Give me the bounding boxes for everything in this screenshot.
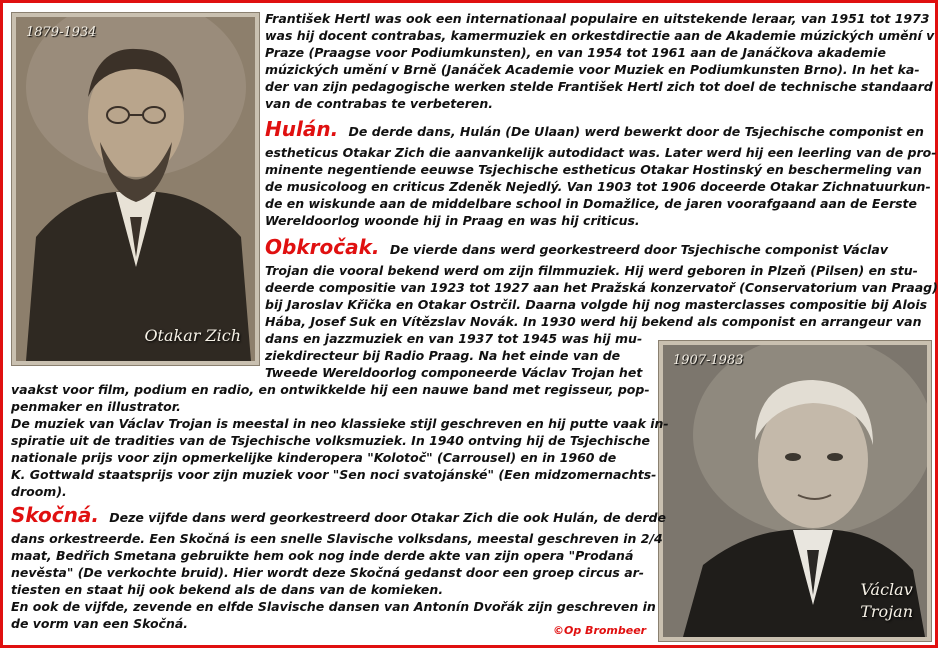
heading-skocna: Skočná. xyxy=(11,503,99,527)
text-run: De vierde dans werd georkestreerd door Tsjechische componist Václav xyxy=(389,242,888,257)
text-line: deerde compositie van 1923 tot 1927 aan het Pražská konzervatoř (Conservatorium van Praag) xyxy=(265,280,938,295)
copyright-notice: ©Op Brombeer xyxy=(553,624,647,637)
text-line xyxy=(11,503,666,530)
text-line: van de contrabas te verbeteren. xyxy=(265,96,494,111)
text-line: nationale prijs voor zijn opmerkelijke kinderopera "Kolotoč" (Carrousel) en in 1960 de xyxy=(11,450,617,465)
text-line: maat, Bedřich Smetana gebruikte hem ook nog inde derde akte van zijn opera "Prodaná xyxy=(11,548,634,563)
text-run: Deze vijfde dans werd georkestreerd door Otakar Zich die ook Hulán, de derde xyxy=(109,510,666,525)
text-line: múzických umění v Brně (Janáček Academie voor Muziek en Podiumkunsten Brno). In het ka- xyxy=(265,62,920,77)
years-zich: 1879-1934 xyxy=(26,25,97,40)
text-line: minente negentiende eeuwse Tsjechische estheticus Otakar Hostinský en beschermeling van xyxy=(265,162,922,177)
text-line: de musicoloog en criticus Zdeněk Nejedlý. Van 1903 tot 1906 doceerde Otakar Zichnatuurkun- xyxy=(265,179,931,194)
text-line: nevěsta" (De verkochte bruid). Hier wordt deze Skočná gedanst door een groep circus ar- xyxy=(11,565,644,580)
text-line: František Hertl was ook een internationaal populaire en uitstekende leraar, van 1951 tot 1973 xyxy=(265,11,930,26)
portrait-otakar-zich xyxy=(12,13,259,365)
text-line: Hába, Josef Suk en Vítězslav Novák. In 1930 werd hij bekend als componist en arrangeur van xyxy=(265,314,922,329)
text-line: Tweede Wereldoorlog componeerde Václav Trojan het xyxy=(265,365,643,380)
heading-obkrocak: Obkročak. xyxy=(265,235,380,259)
text-line: penmaker en illustrator. xyxy=(11,399,181,414)
heading-hulan: Hulán. xyxy=(265,117,339,141)
portrait-vaclav-trojan xyxy=(659,341,931,641)
text-line: bij Jaroslav Křička en Otakar Ostrčil. Daarna volgde hij nog masterclasses compositie bij Alois xyxy=(265,297,928,312)
text-line: Wereldoorlog woonde hij in Praag en was hij criticus. xyxy=(265,213,640,228)
caption-trojan-line1: Václav xyxy=(860,580,913,599)
paragraph-skocna xyxy=(11,503,666,632)
text-line xyxy=(265,235,938,262)
text-line: estheticus Otakar Zich die aanvankelijk autodidact was. Later werd hij een leerling van de pro- xyxy=(265,145,937,160)
portrait-zich-illustration xyxy=(16,17,255,361)
paragraph-hertl xyxy=(265,10,934,112)
text-line: dans orkestreerde. Een Skočná is een snelle Slavische volksdans, meestal geschreven in 2/4 xyxy=(11,531,663,546)
caption-trojan xyxy=(860,579,913,623)
text-line: Trojan die vooral bekend werd om zijn filmmuziek. Hij werd geboren in Plzeň (Pilsen) en stu- xyxy=(265,263,918,278)
text-line: Praze (Praagse voor Podiumkunsten), en van 1954 tot 1961 aan de Janáčkova akademie xyxy=(265,45,886,60)
text-line: dans en jazzmuziek en van 1937 tot 1945 was hij mu- xyxy=(265,331,643,346)
text-line: was hij docent contrabas, kamermuziek en orkestdirectie aan de Akademie múzických umění v xyxy=(265,28,935,43)
text-line: der van zijn pedagogische werken stelde František Hertl zich tot doel de technische standaard xyxy=(265,79,933,94)
text-line: K. Gottwald staatsprijs voor zijn muziek voor "Sen noci svatojánské" (Een midzomernachts- xyxy=(11,467,657,482)
text-run: De derde dans, Hulán (De Ulaan) werd bewerkt door de Tsjechische componist en xyxy=(348,124,924,139)
text-line: droom). xyxy=(11,484,67,499)
text-line: En ook de vijfde, zevende en elfde Slavische dansen van Antonín Dvořák zijn geschreven in xyxy=(11,599,656,614)
text-line: vaakst voor film, podium en radio, en ontwikkelde hij een nauwe band met regisseur, pop- xyxy=(11,382,650,397)
text-line: tiesten en staat hij ook bekend als de dans van de komieken. xyxy=(11,582,444,597)
text-line: de vorm van een Skočná. xyxy=(11,616,189,631)
paragraph-obkrocak-cont xyxy=(11,381,669,500)
paragraph-obkrocak xyxy=(265,235,938,381)
text-line xyxy=(265,117,936,144)
text-line: de en wiskunde aan de middelbare school in Domažlice, de jaren voorafgaand aan de Eerste xyxy=(265,196,918,211)
years-trojan: 1907-1983 xyxy=(673,353,744,368)
text-line: De muziek van Václav Trojan is meestal in neo klassieke stijl geschreven en hij putte vaak in- xyxy=(11,416,669,431)
caption-zich: Otakar Zich xyxy=(144,326,241,345)
paragraph-hulan xyxy=(265,117,936,229)
text-line: ziekdirecteur bij Radio Praag. Na het einde van de xyxy=(265,348,621,363)
caption-trojan-line2: Trojan xyxy=(860,602,913,621)
text-line: spiratie uit de tradities van de Tsjechische volksmuziek. In 1940 ontving hij de Tsjechische xyxy=(11,433,650,448)
